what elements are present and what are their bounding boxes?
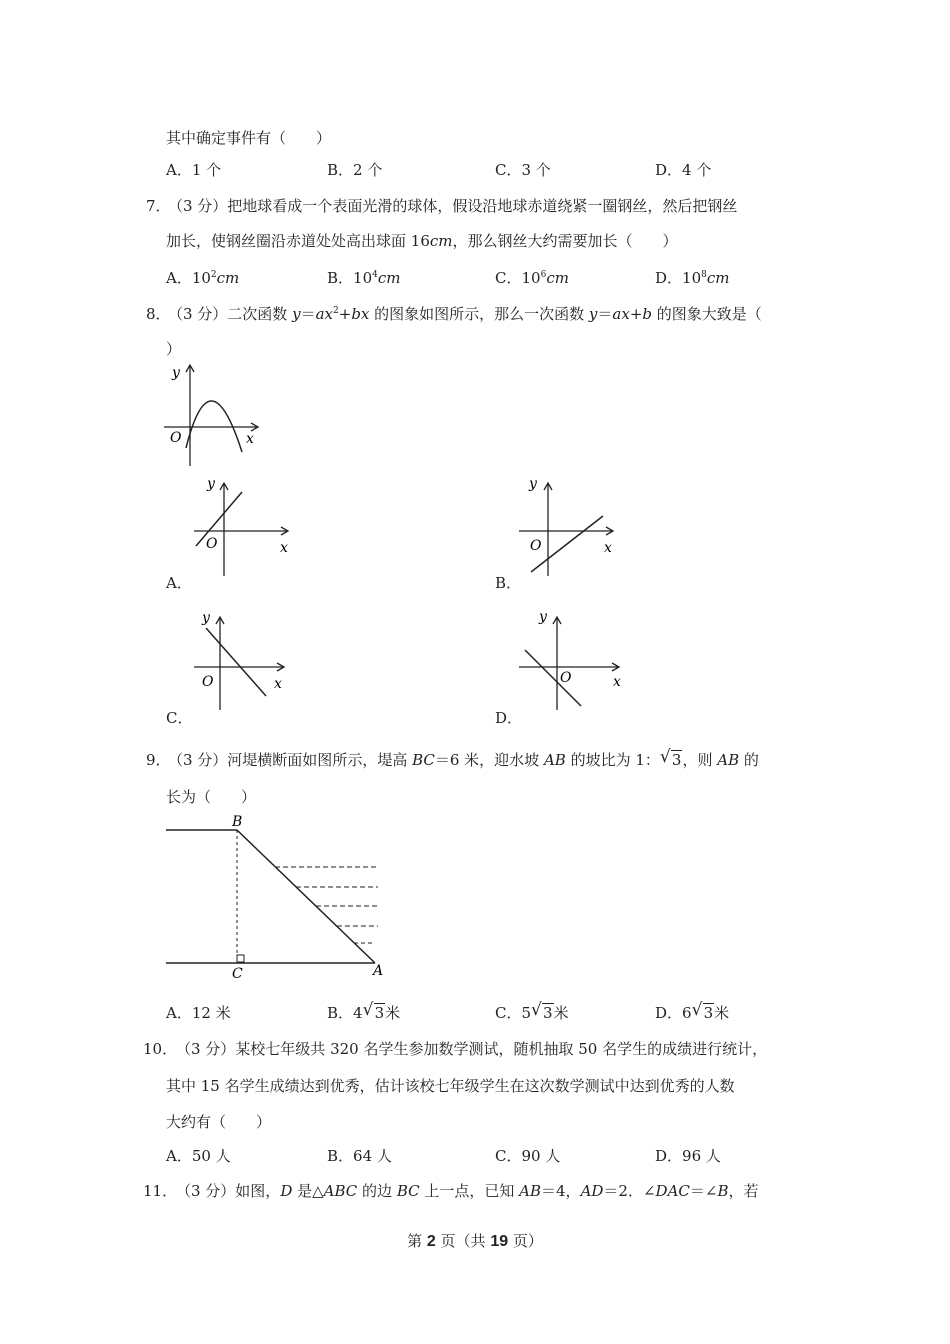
origin-label: O xyxy=(206,536,218,552)
q9-line2: 长为（ ） xyxy=(166,788,257,806)
sqrt-symbol: √ 3 xyxy=(691,1000,714,1022)
q10-number: 10． xyxy=(143,1040,178,1058)
q10-option-c[interactable]: C．90 人 xyxy=(495,1147,561,1165)
sqrt-symbol: √ 3 xyxy=(531,1000,553,1022)
q9-line1: （3 分）河堤横断面如图所示，堤高 BC＝6 米，迎水坡 AB 的坡比为 1： √ 3，则 AB 的 xyxy=(168,747,759,769)
label-c: C xyxy=(232,966,243,982)
origin-label: O xyxy=(202,674,214,690)
x-axis-label: x xyxy=(274,676,282,692)
right-angle-mark xyxy=(237,955,244,962)
q10-option-b[interactable]: B．64 人 xyxy=(327,1147,392,1165)
q11-number: 11． xyxy=(143,1182,178,1200)
q9-option-a[interactable]: A．12 米 xyxy=(166,1004,231,1022)
y-axis-label: y xyxy=(202,610,210,626)
q9-option-b[interactable]: B．4 √ 3米 xyxy=(327,1000,401,1022)
q7-line2: 加长，使钢丝圈沿赤道处处高出球面 16cm，那么钢丝大约需要加长（ ） xyxy=(166,232,678,250)
x-axis-label: x xyxy=(604,540,612,556)
q8-option-a[interactable]: A． xyxy=(166,574,192,592)
line-graph xyxy=(531,516,603,572)
origin-label: O xyxy=(170,430,182,446)
q10-line2: 其中 15 名学生成绩达到优秀，估计该校七年级学生在这次数学测试中达到优秀的人数 xyxy=(166,1077,735,1095)
q10-line1: （3 分）某校七年级共 320 名学生参加数学测试，随机抽取 50 名学生的成绩进行统计， xyxy=(176,1040,768,1058)
sqrt-symbol: √ 3 xyxy=(659,747,682,769)
y-axis-label: y xyxy=(529,476,537,492)
q8-option-b-graph[interactable] xyxy=(515,472,625,582)
q7-line1: （3 分）把地球看成一个表面光滑的球体，假设沿地球赤道绕紧一圈钢丝，然后把钢丝 xyxy=(168,197,738,215)
origin-label: O xyxy=(530,538,542,554)
y-axis-label: y xyxy=(172,365,180,381)
q9-number: 9． xyxy=(146,751,171,769)
q8-option-d[interactable]: D． xyxy=(495,709,523,727)
q9-option-c[interactable]: C．5 √ 3米 xyxy=(495,1000,569,1022)
q10-option-d[interactable]: D．96 人 xyxy=(655,1147,721,1165)
q8-number: 8． xyxy=(146,305,171,323)
q8-line1: （3 分）二次函数 $y=ax^2+bx$ 的图象如图所示，那么一次函数 y＝ax+b 的图象大致是（ xyxy=(168,305,762,323)
q6-option-d[interactable]: D．4 个 xyxy=(655,161,712,179)
line-graph xyxy=(206,628,266,696)
y-axis-label: y xyxy=(539,609,547,625)
q6-tail-text: 其中确定事件有（ ） xyxy=(166,129,332,147)
line-graph xyxy=(525,650,581,706)
q10-line3: 大约有（ ） xyxy=(166,1113,272,1131)
x-axis-label: x xyxy=(246,431,254,447)
q7-option-c[interactable]: C．$10^6cm$ xyxy=(495,269,569,287)
q8-line2: ） xyxy=(166,340,182,358)
q7-option-b[interactable]: B．$10^4cm$ xyxy=(327,269,401,287)
q8-parabola-graph xyxy=(160,362,270,472)
q10-option-a[interactable]: A．50 人 xyxy=(166,1147,231,1165)
q7-number: 7． xyxy=(146,197,171,215)
q9-embankment-figure xyxy=(160,812,390,982)
y-axis-label: y xyxy=(207,476,215,492)
q8-option-c[interactable]: C． xyxy=(166,709,193,727)
q8-option-d-graph[interactable] xyxy=(515,606,630,716)
q6-option-b[interactable]: B．2 个 xyxy=(327,161,383,179)
q7-option-a[interactable]: A．$10^2cm$ xyxy=(166,269,240,287)
label-b: B xyxy=(232,814,243,830)
sqrt-symbol: √ 3 xyxy=(362,1000,385,1022)
page-footer: 第 2 页（共 19 页） xyxy=(407,1232,543,1250)
q8-option-c-graph[interactable] xyxy=(190,606,300,716)
line-graph xyxy=(196,492,242,546)
q6-option-c[interactable]: C．3 个 xyxy=(495,161,551,179)
label-a: A xyxy=(373,963,384,979)
q8-option-a-graph[interactable] xyxy=(190,472,300,582)
q11-line1: （3 分）如图，D 是△ABC 的边 BC 上一点，已知 AB＝4，AD＝2．∠DAC＝∠B，若 xyxy=(176,1182,759,1200)
origin-label: O xyxy=(560,670,572,686)
q7-option-d[interactable]: D．$10^8cm$ xyxy=(655,269,730,287)
q8-option-b[interactable]: B． xyxy=(495,574,522,592)
x-axis-label: x xyxy=(613,674,621,690)
x-axis-label: x xyxy=(280,540,288,556)
q9-option-d[interactable]: D．6 √ 3米 xyxy=(655,1000,730,1022)
q6-option-a[interactable]: A．1 个 xyxy=(166,161,222,179)
